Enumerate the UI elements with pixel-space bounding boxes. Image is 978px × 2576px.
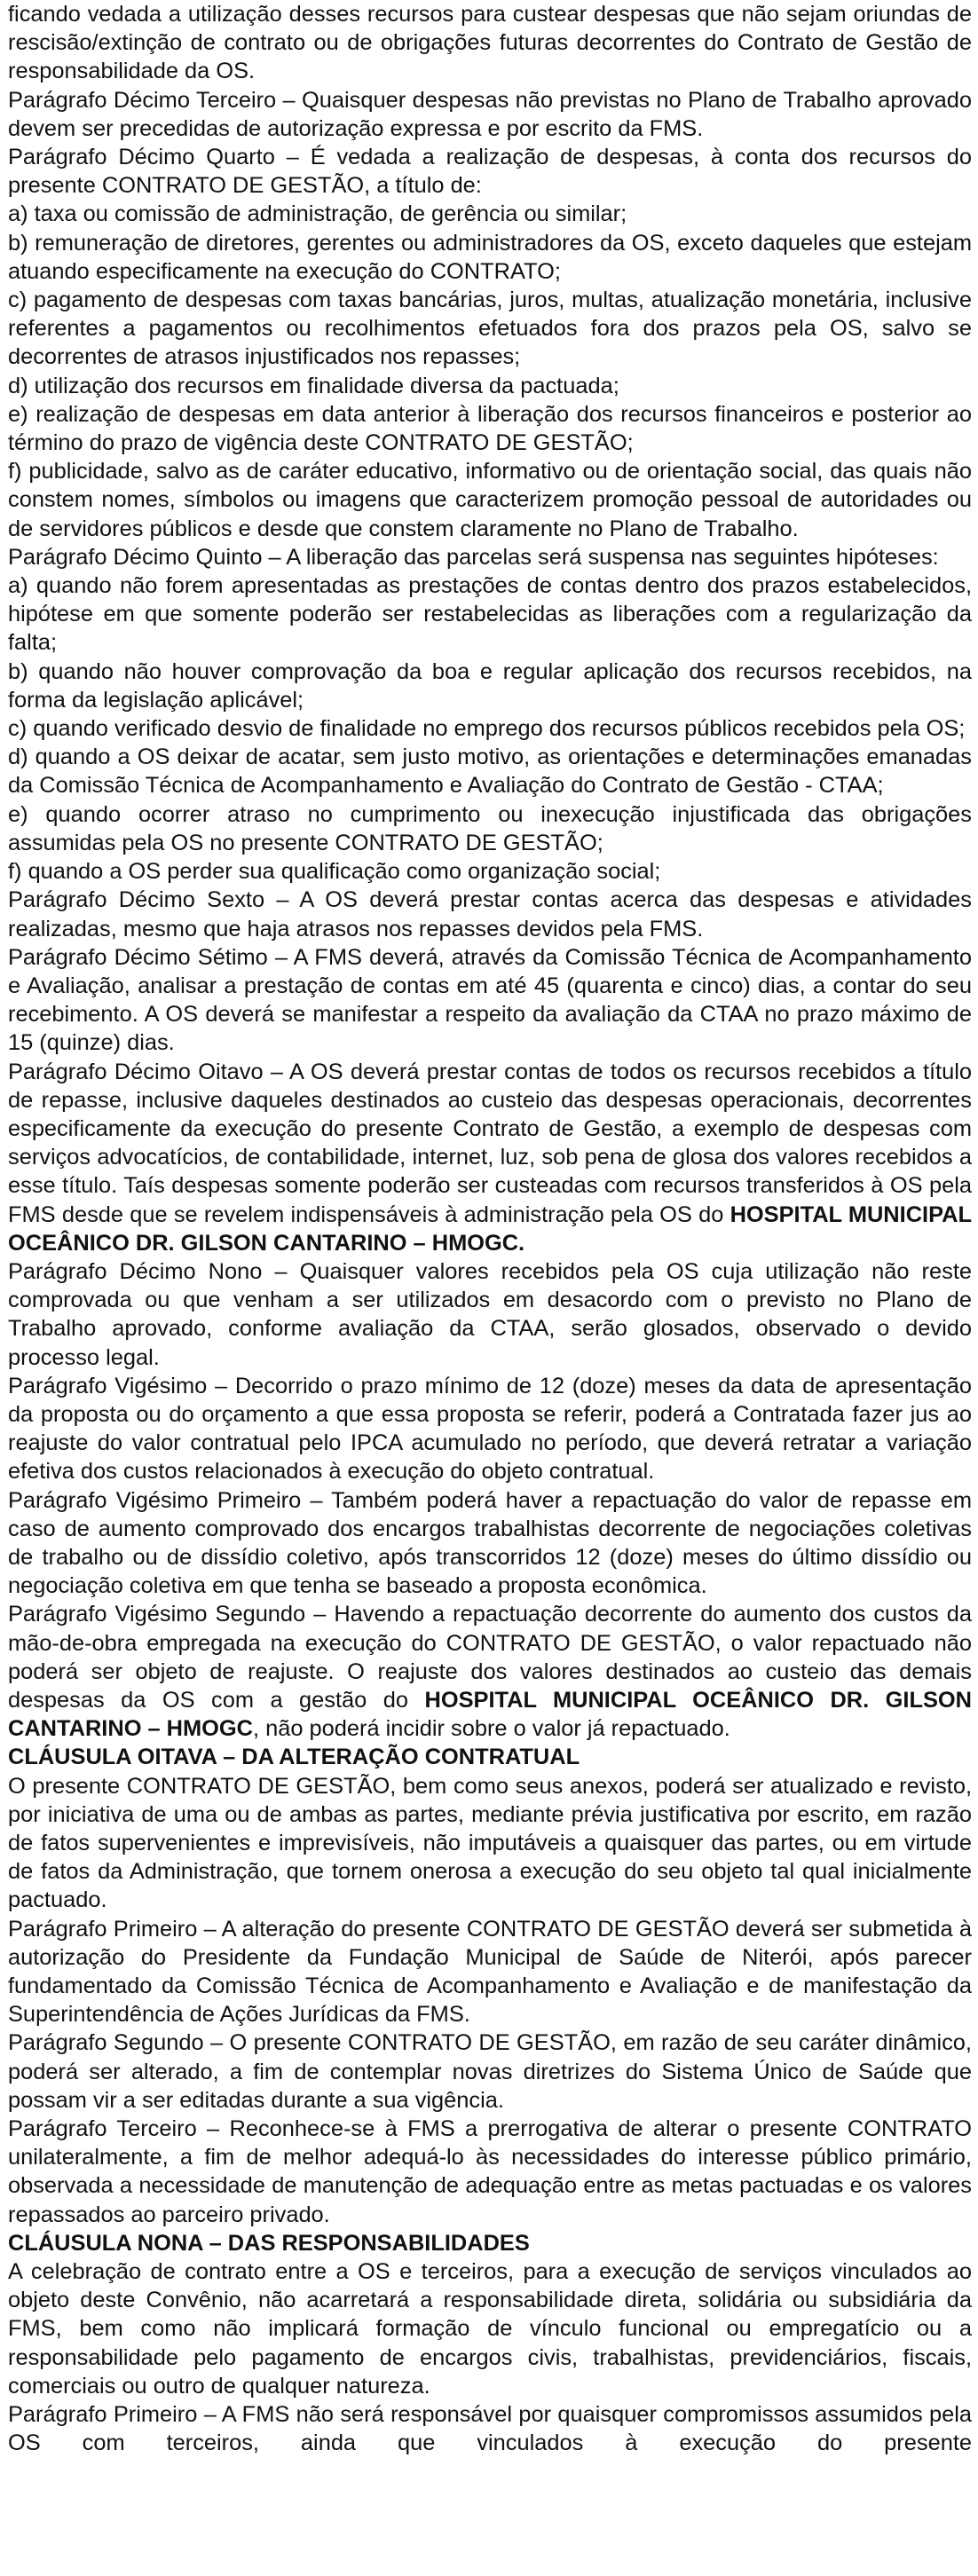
list-item-a: a) quando não forem apresentadas as prestações de contas dentro dos prazos estabelecidos, hipótese em que somente poderão ser restabelecidas as liberações com a regularização da falta;: [8, 573, 972, 656]
list-item-f: f) quando a OS perder sua qualificação como organização social;: [8, 859, 661, 885]
hospital-name: HOSPITAL MUNICIPAL OCEÂNICO DR. GILSON CANTARINO – HMOGC.: [8, 1201, 972, 1256]
paragraph-decimo-oitavo: [8, 1058, 972, 1257]
list-item-b: b) remuneração de diretores, gerentes ou administradores da OS, exceto daqueles que estejam atuando especificamente na execução do CONTRATO;: [8, 230, 972, 284]
paragraph-continuation: ficando vedada a utilização desses recursos para custear despesas que não sejam oriundas de rescisão/extinção de contrato ou de obrigações futuras decorrentes do Contrato de Gestão de responsabilidade da OS.: [8, 2, 972, 84]
list-item-c: c) quando verificado desvio de finalidade no emprego dos recursos públicos recebidos pela OS;: [8, 716, 966, 742]
clause-heading-oitava: CLÁUSULA OITAVA – DA ALTERAÇÃO CONTRATUAL: [8, 1745, 580, 1770]
paragraph-text: Parágrafo Décimo Oitavo – A OS deverá prestar contas de todos os recursos recebidos a título de repasse, inclusive daqueles destinados ao custeio das despesas operacionais, decorrentes especificamente da execução do presente Contrato de Gestão, a exemplo de despesas com serviços advocatícios, de contabilidade, internet, luz, sob pena de glosa dos valores recebidos a esse título. Taís despesas somente poderão ser custeadas com recursos transferidos à OS pela FMS desde que se revelem indispensáveis à administração pela OS do: [8, 1059, 972, 1227]
paragraph-text-end: , não poderá incidir sobre o valor já repactuado.: [253, 1716, 730, 1742]
list-item-c: c) pagamento de despesas com taxas bancárias, juros, multas, atualização monetária, inclusive referentes a pagamentos ou recolhimentos efetuados fora dos prazos pela OS, salvo se decorrentes de atrasos injustificados nos repasses;: [8, 288, 972, 370]
list-item-e: e) quando ocorrer atraso no cumprimento ou inexecução injustificada das obrigações assumidas pela OS no presente CONTRATO DE GESTÃO;: [8, 801, 972, 855]
list-item-f: f) publicidade, salvo as de caráter educativo, informativo ou de orientação social, das quais não constem nomes, símbolos ou imagens que caracterizem promoção pessoal de autoridades ou de servidores públicos e desde que constem claramente no Plano de Trabalho.: [8, 459, 972, 541]
list-item-e: e) realização de despesas em data anterior à liberação dos recursos financeiros e posterior ao término do prazo de vigência deste CONTRATO DE GESTÃO;: [8, 401, 972, 456]
paragraph-clausula-nona: A celebração de contrato entre a OS e terceiros, para a execução de serviços vinculados ao objeto deste Convênio, não acarretará a responsabilidade direta, solidária ou subsidiária da FMS, bem como não implicará formação de vínculo funcional ou empregatício ou a responsabilidade pelo pagamento de encargos civis, trabalhistas, previdenciários, fiscais, comerciais ou outro de qualquer natureza.: [8, 2259, 972, 2399]
paragraph-decimo-sexto: Parágrafo Décimo Sexto – A OS deverá prestar contas acerca das despesas e atividades realizadas, mesmo que haja atrasos nos repasses devidos pela FMS.: [8, 887, 972, 941]
paragraph-segundo: Parágrafo Segundo – O presente CONTRATO DE GESTÃO, em razão de seu caráter dinâmico, poderá ser alterado, a fim de contemplar novas diretrizes do Sistema Único de Saúde que possam vir a ser editadas durante a sua vigência.: [8, 2030, 972, 2113]
paragraph-text: Parágrafo Vigésimo Segundo – Havendo a repactuação decorrente do aumento dos custos da mão-de-obra empregada na execução do CONTRATO DE GESTÃO, o valor repactuado não poderá ser objeto de reajuste. O reajuste dos valores destinados ao custeio das demais despesas da OS com a gestão do: [8, 1602, 972, 1713]
clause-heading-nona: CLÁUSULA NONA – DAS RESPONSABILIDADES: [8, 2230, 530, 2256]
paragraph-vigesimo: Parágrafo Vigésimo – Decorrido o prazo mínimo de 12 (doze) meses da data de apresentação da proposta ou do orçamento a que essa proposta se referir, poderá a Contratada fazer jus ao reajuste do valor contratual pelo IPCA acumulado no período, que deverá retratar a variação efetiva dos custos relacionados à execução do objeto contratual.: [8, 1373, 972, 1485]
list-item-d: d) utilização dos recursos em finalidade diversa da pactuada;: [8, 373, 619, 398]
paragraph-decimo-quarto: Parágrafo Décimo Quarto – É vedada a realização de despesas, à conta dos recursos do presente CONTRATO DE GESTÃO, a título de:: [8, 145, 972, 199]
paragraph-primeiro-truncated: Parágrafo Primeiro – A FMS não será responsável por quaisquer compromissos assumidos pela OS com terceiros, ainda que vinculados à execução do presente: [8, 2402, 972, 2456]
paragraph-clausula-oitava: O presente CONTRATO DE GESTÃO, bem como seus anexos, poderá ser atualizado e revisto, por iniciativa de uma ou de ambas as partes, mediante prévia justificativa por escrito, em razão de fatos supervenientes e imprevisíveis, não imputáveis a quaisquer das partes, ou em virtude de fatos da Administração, que tornem onerosa a execução do seu objeto tal qual inicialmente pactuado.: [8, 1773, 972, 1913]
paragraph-primeiro: Parágrafo Primeiro – A alteração do presente CONTRATO DE GESTÃO deverá ser submetida à autorização do Presidente da Fundação Municipal de Saúde de Niterói, após parecer fundamentado da Comissão Técnica de Acompanhamento e Avaliação e de manifestação da Superintendência de Ações Jurídicas da FMS.: [8, 1916, 972, 2028]
list-item-d: d) quando a OS deixar de acatar, sem justo motivo, as orientações e determinações emanadas da Comissão Técnica de Acompanhamento e Avaliação do Contrato de Gestão - CTAA;: [8, 744, 972, 799]
paragraph-vigesimo-segundo: [8, 1600, 972, 1743]
hospital-name: HOSPITAL MUNICIPAL OCEÂNICO DR. GILSON CANTARINO – HMOGC: [8, 1687, 972, 1742]
paragraph-decimo-quinto: Parágrafo Décimo Quinto – A liberação das parcelas será suspensa nas seguintes hipóteses:: [8, 544, 939, 570]
list-item-a: a) taxa ou comissão de administração, de gerência ou similar;: [8, 201, 627, 227]
paragraph-vigesimo-primeiro: Parágrafo Vigésimo Primeiro – Também poderá haver a repactuação do valor de repasse em caso de aumento comprovado dos encargos trabalhistas decorrente de negociações coletivas de trabalho ou de dissídio coletivo, após transcorridos 12 (doze) meses do último dissídio ou negociação coletiva em que tenha se baseado a proposta econômica.: [8, 1487, 972, 1599]
paragraph-decimo-setimo: Parágrafo Décimo Sétimo – A FMS deverá, através da Comissão Técnica de Acompanhamento e Avaliação, analisar a prestação de contas em até 45 (quarenta e cinco) dias, a contar do seu recebimento. A OS deverá se manifestar a respeito da avaliação da CTAA no prazo máximo de 15 (quinze) dias.: [8, 944, 972, 1056]
paragraph-terceiro: Parágrafo Terceiro – Reconhece-se à FMS a prerrogativa de alterar o presente CONTRATO unilateralmente, a fim de melhor adequá-lo às necessidades do interesse público primário, observada a necessidade de manutenção de adequação entre as metas pactuadas e os valores repassados ao parceiro privado.: [8, 2116, 972, 2227]
paragraph-decimo-nono: Parágrafo Décimo Nono – Quaisquer valores recebidos pela OS cuja utilização não reste comprovada ou que venham a ser utilizados em desacordo com o previsto no Plano de Trabalho aprovado, conforme avaliação da CTAA, serão glosados, observado o devido processo legal.: [8, 1258, 972, 1370]
paragraph-decimo-terceiro: Parágrafo Décimo Terceiro – Quaisquer despesas não previstas no Plano de Trabalho aprovado devem ser precedidas de autorização expressa e por escrito da FMS.: [8, 87, 972, 141]
list-item-b: b) quando não houver comprovação da boa e regular aplicação dos recursos recebidos, na forma da legislação aplicável;: [8, 658, 972, 713]
